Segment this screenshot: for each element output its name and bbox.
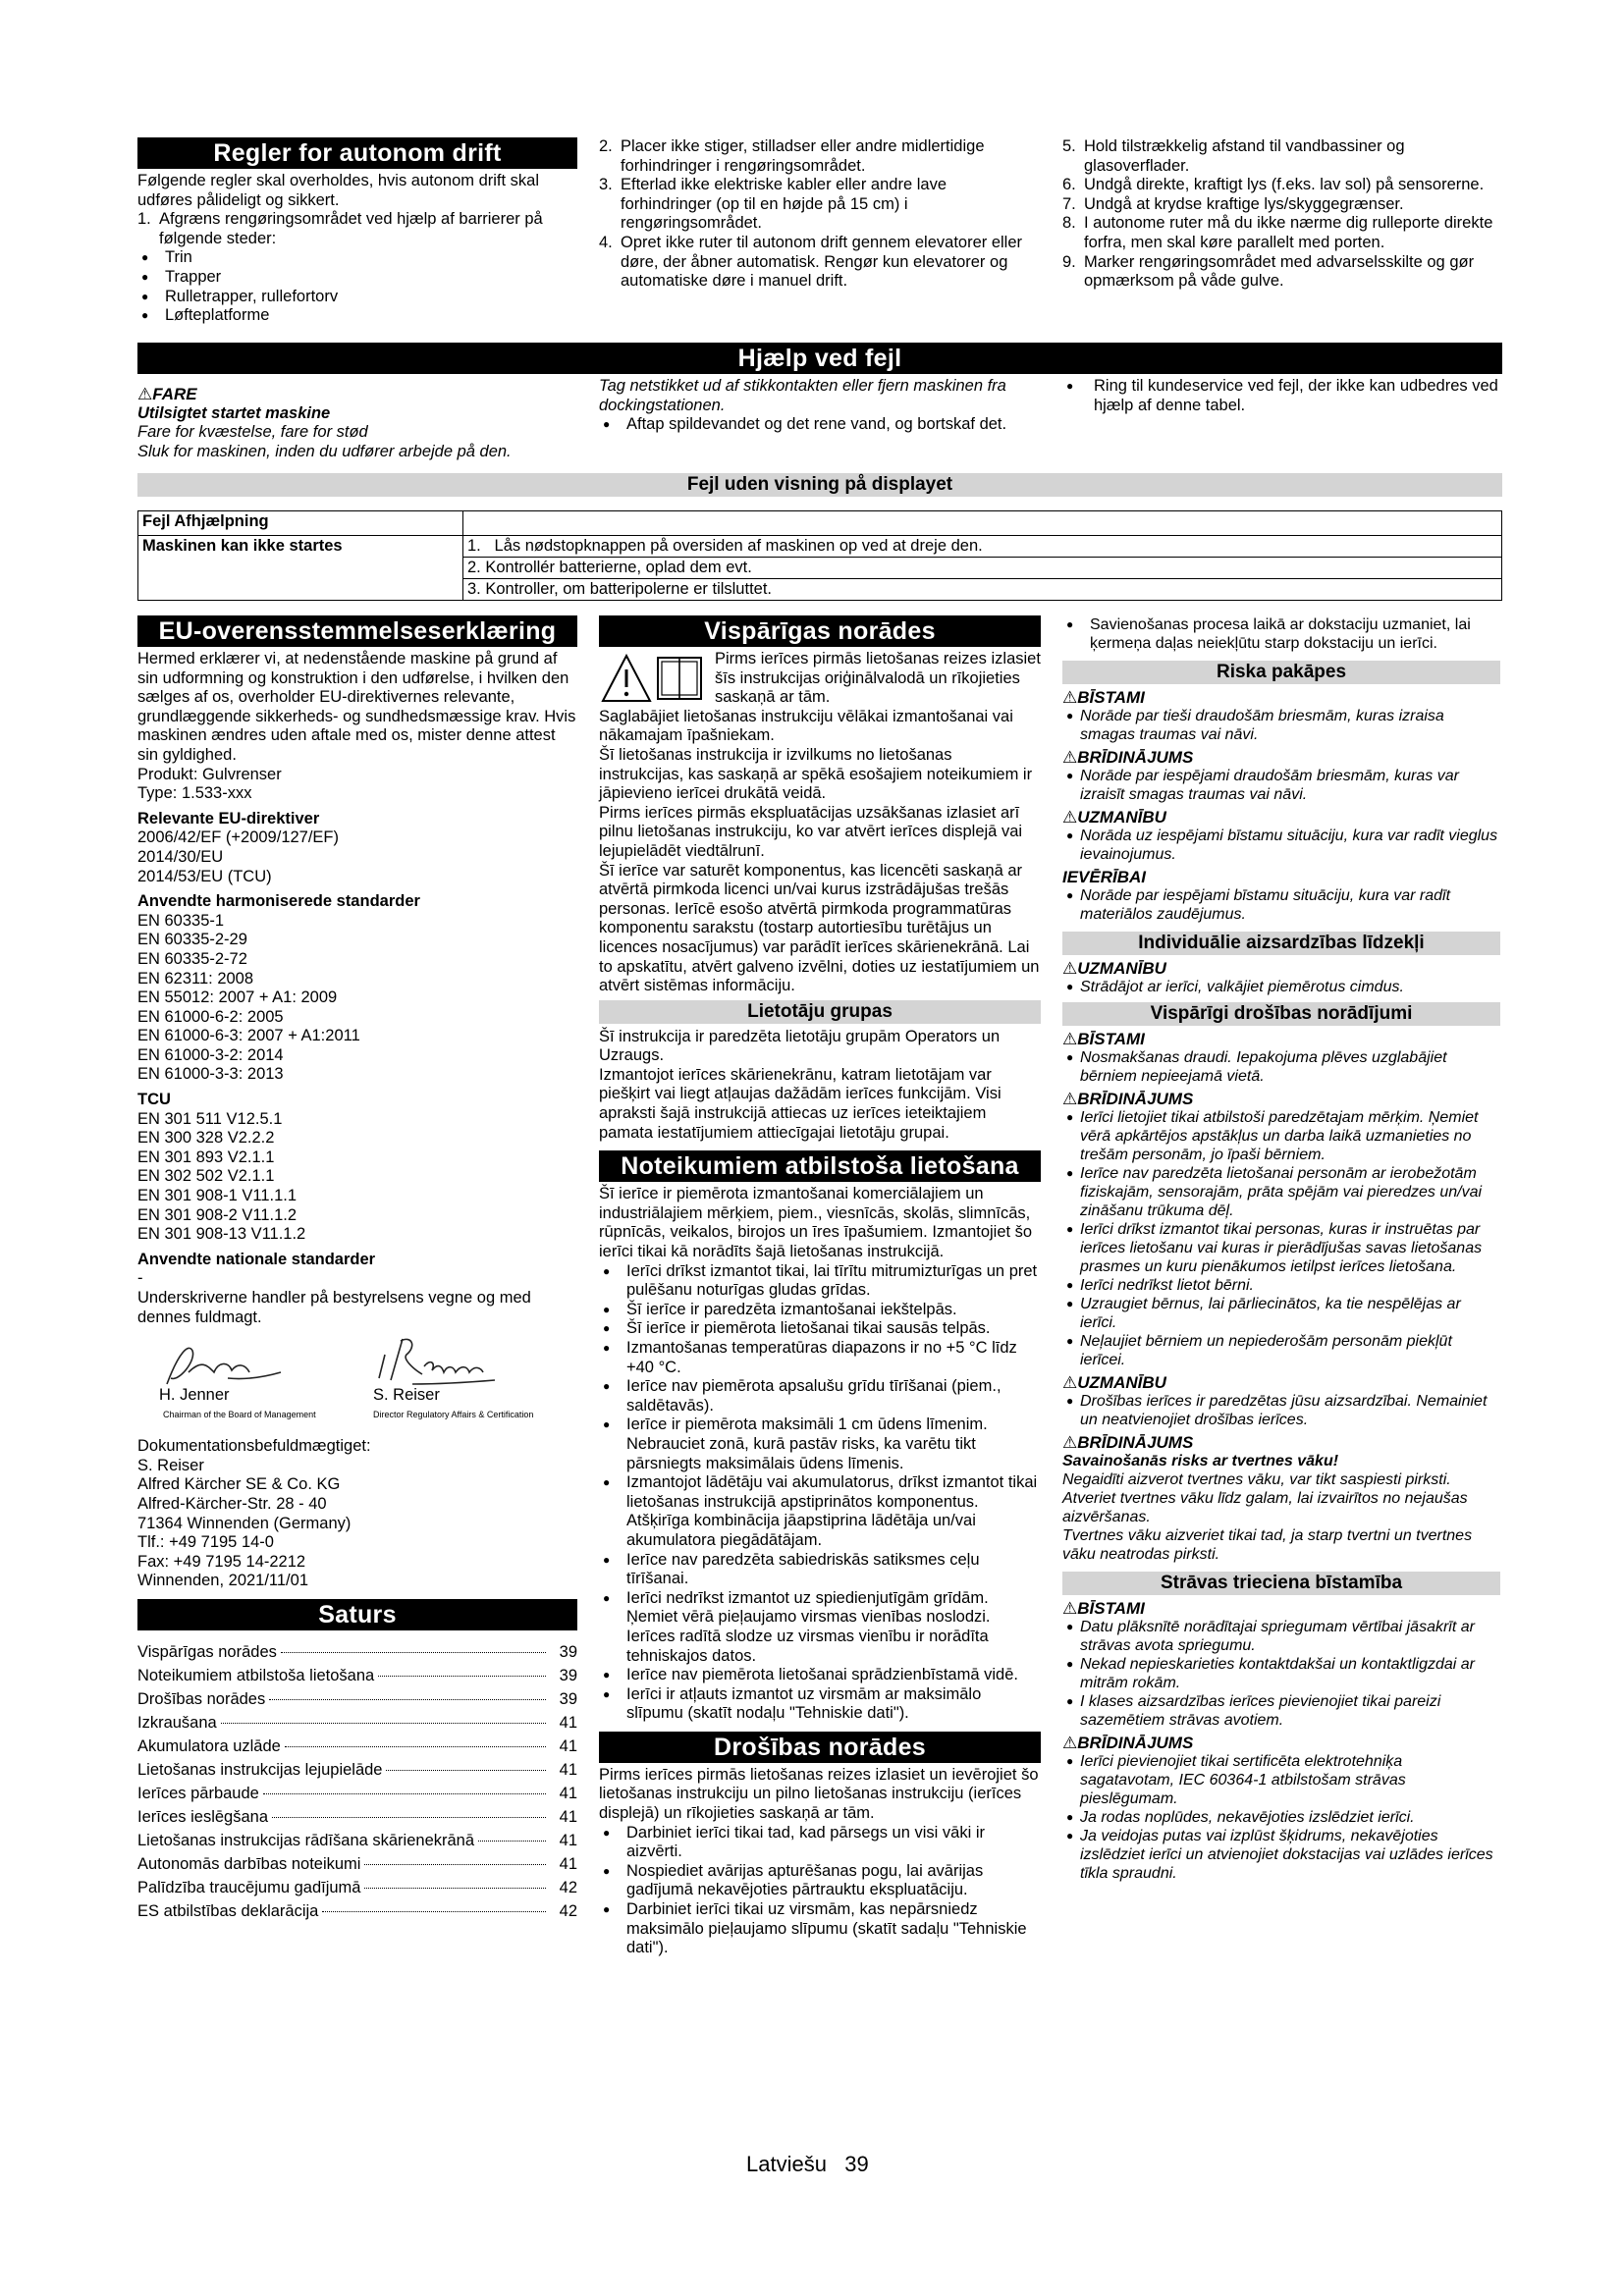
st-bistami-label: ⚠BĪSTAMI [1062,1599,1145,1618]
help-mid [599,377,1041,435]
list-item: ● Darbiniet ierīci tikai uz virsmām, kas nepārsniedz maksimālo pieļaujamo slīpumu (skatīt sadaļu "Tehniskie dati"). [599,1900,1041,1958]
list-item: ● Rulletrapper, rullefortorv [137,288,577,307]
warning-triangle-icon: ⚠ [1062,959,1078,978]
standard-item: EN 61000-3-3: 2013 [137,1065,284,1084]
list-item: ● Nospiediet avārijas apturēšanas pogu, lai avārijas gadījumā nekavējoties pārtrauktu ekspluatāciju. [599,1862,1041,1900]
warning-triangle-icon: ⚠ [1062,1030,1078,1048]
list-item: ● Izmantojot lādētāju vai akumulatorus, drīkst izmantot tikai lietošanas instrukcijā apstiprinātos komponentus. Atšķirīga kombinācija jāapstiprina lādētāja un/vai akumulatora piegādātājam. [599,1473,1041,1550]
bridinajums-label: ⚠BRĪDINĀJUMS [1062,748,1194,767]
fare-head: Utilsigtet startet maskine [137,403,331,422]
list-item: ● Ierīce nav paredzēta sabiedriskās satiksmes ceļu tīrīšanai. [599,1551,1041,1589]
warning-triangle-icon: ⚠ [1062,688,1078,707]
read-manual-icon [599,650,709,705]
list-item: ● Šī ierīce ir piemērota lietošanai tikai sausās telpās. [599,1319,1041,1339]
list-item: ● Šī ierīce ir paredzēta izmantošanai iekštelpās. [599,1301,1041,1320]
toc-item[interactable]: Autonomās darbības noteikumi 41 [137,1854,577,1873]
list-item: ● Trapper [137,268,577,288]
riska-title: Riska pakāpes [1062,661,1500,684]
list-item: ● Nosmakšanas draudi. Iepakojuma plēves uzglabājiet bērniem nepieejamā vietā. [1062,1048,1500,1086]
vd-brid2-p1: Negaidīti aizverot tvertnes vāku, var tikt saspiesti pirksti. Atveriet tvertnes vāku līdz galam, lai izvairītos no nejaušas aizvēršanas. [1062,1471,1468,1525]
national-dash: - [137,1269,143,1288]
list-item: ● Ierīci nedrīkst izmantot uz spiedienjutīgām grīdām. Ņemiet vērā pieļaujamo virsmas vienības noslodzi. Ierīces radītā slodze uz virsmas vienību ir norādīta tehniskajos datos. [599,1589,1041,1666]
page-number: 39 [844,2152,869,2176]
standard-item: EN 55012: 2007 + A1: 2009 [137,988,338,1007]
directives-title: Relevante EU-direktiver [137,809,320,828]
warning-triangle-icon: ⚠ [1062,1734,1078,1752]
list-item: ● Aftap spildevandet og det rene vand, og bortskaf det. [599,415,1041,435]
toc-item[interactable]: Drošības norādes 39 [137,1689,577,1708]
list-item: 9. Marker rengøringsområdet med advarselsskilte og gør opmærksom på våde gulve. [1062,252,1475,291]
toc-item[interactable]: ES atbilstības deklarācija 42 [137,1901,577,1920]
table-header-blank [463,511,1502,536]
eu-title: EU-overensstemmelseserklæring [137,615,577,647]
eu-text: Hermed erklærer vi, at nedenstående maskine på grund af sin udformning og konstruktion i den udførelse, i hvilken den sælges af os, overholder EU-direktivernes relevante, grundlæggende sikkerheds- og sundhedsmæssige krav. Hvis maskinen ændres uden aftale med os, mister denne attest sin gyldighed. [137,650,576,764]
autonom-intro: Følgende regler skal overholdes, hvis autonom drift skal udføres pålideligt og sikkert. [137,172,540,209]
st-brid-label: ⚠BRĪDINĀJUMS [1062,1734,1194,1752]
table-row [138,536,1502,601]
vd-brid2-p2: Tvertnes vāku aizveriet tikai tad, ja starp tvertni un tvertnes vāku neatrodas pirksti. [1062,1527,1473,1563]
signature-jenner-icon [159,1333,287,1392]
help-fare [137,381,577,461]
directive-item: 2014/53/EU (TCU) [137,867,272,885]
vd-bistami-label: ⚠BĪSTAMI [1062,1030,1145,1048]
warning-triangle-icon: ⚠ [1062,808,1078,827]
vd-uzm-label: ⚠UZMANĪBU [1062,1373,1166,1392]
fare-label: ⚠FARE [137,385,197,403]
tcu-title: TCU [137,1091,171,1109]
doc-line: Winnenden, 2021/11/01 [137,1572,308,1590]
noteik-intro: Šī ierīce ir piemērota izmantošanai komerciālajiem un industriālajiem mērķiem, piem., viesnīcās, skolās, slimnīcās, rūpnīcās, veikalos, birojos un īres īpašumiem. Izmantojiet šo ierīci tikai kā norādīts šajā lietošanas instrukcijā. [599,1185,1033,1261]
standard-item: EN 60335-2-29 [137,931,247,949]
list-item: 8. I autonome ruter må du ikke nærme dig rulleporte direkte forfra, men skal køre parallelt med porten. [1062,214,1493,251]
visp-p4: Pirms ierīces pirmās ekspluatācijas uzsākšanas izlasiet arī pilnu lietošanas instrukciju, ko var atvērt ierīces displejā vai lejupielādēt viedtālrunī. [599,803,1023,860]
doc-line: 71364 Winnenden (Germany) [137,1514,352,1532]
visp-p5: Šī ierīce var saturēt komponentus, kas licencēti saskaņā ar atvērtā pirmkoda licenci un/vai kurus izstrādājušas trešās personas. Ierīcē esošo atvērtā pirmkoda programmatūras komponentu sarakstu (tostarp autortiesību turētājus un licences nosacījumus) var parādīt ierīces skārienekrānā. Lai to apskatītu, atvērt galveno izvēlni, doties uz iestatījumiem un atvērt sistēmas informāciju. [599,861,1040,995]
page-footer [746,2152,869,2177]
standard-item: EN 62311: 2008 [137,969,254,988]
tcu-item: EN 301 908-13 V11.1.2 [137,1225,306,1244]
help-right [1062,377,1500,415]
vd-brid-label: ⚠BRĪDINĀJUMS [1062,1090,1194,1108]
visp-p2: Saglabājiet lietošanas instrukciju vēlākai izmantošanai vai nākamajam īpašniekam. [599,707,1013,745]
toc-item[interactable]: Izkraušana 41 [137,1713,577,1732]
indiv-title: Individuālie aizsardzības līdzekļi [1062,932,1500,955]
visp-p3: Šī lietošanas instrukcija ir izvilkums no lietošanas instrukcijas, kas saskaņā ar spēkā esošajiem noteikumiem ir jāpievieno ierīcei drukātā veidā. [599,745,1033,803]
sig1-role: Chairman of the Board of Management [163,1410,316,1420]
standard-item: EN 60335-1 [137,911,225,930]
autonom-col-left [137,137,577,326]
list-item: ● Ierīci drīkst izmantot tikai, lai tīrītu mitrumizturīgas un pret pulēšanu noturīgas gludas grīdas. [599,1262,1041,1301]
eu-section [137,615,577,1923]
indiv-uzm-label: ⚠UZMANĪBU [1062,959,1166,978]
list-item: ● Nekad nepieskarieties kontaktdakšai un kontaktligzdai ar mitrām rokām. [1062,1655,1500,1692]
warning-triangle-icon: ⚠ [137,385,153,403]
sig2-name: S. Reiser [373,1386,440,1405]
autonom-item-1: 1. Afgræns rengøringsområdet ved hjælp af barrierer på følgende steder: [137,210,543,247]
tcu-item: EN 301 908-1 V11.1.1 [137,1187,298,1205]
warning-triangle-icon: ⚠ [1062,1373,1078,1392]
tcu-item: EN 300 328 V2.2.2 [137,1129,275,1148]
list-item: ● Ierīci lietojiet tikai atbilstoši paredzētajam mērķim. Ņemiet vērā apkārtējos apstākļus un darba laikā uzmanieties no trešām personām, jo īpaši bērniem. [1062,1108,1500,1164]
list-item: ● Norāde par iespējami draudošām briesmām, kuras var izraisīt smagas traumas vai nāvi. [1062,767,1500,804]
list-item: 6. Undgå direkte, kraftigt lys (f.eks. lav sol) på sensorerne. [1062,176,1485,194]
list-item: ● Ierīci drīkst izmantot tikai personas, kuras ir instruētas par ierīces lietošanu vai kuras ir pierādījušas savas lietošanas prasmes un kuru pienākumos ietilpst ierīces lietošana. [1062,1220,1500,1276]
list-item: ● Ierīce nav paredzēta lietošanai personām ar ierobežotām fiziskajām, sensorajām, prāta spējām vai pieredzes un/vai zināšanu trūkuma dēļ. [1062,1164,1500,1220]
list-item: ● Norāde par tieši draudošām briesmām, kuras izraisa smagas traumas vai nāvi. [1062,707,1500,744]
list-item: 2. Placer ikke stiger, stilladser eller andre midlertidige forhindringer i rengøringsområdet. [599,137,985,175]
help-title: Hjælp ved fejl [137,343,1502,374]
table-cell-fault: Maskinen kan ikke startes [138,536,463,601]
users-p1: Šī instrukcija ir paredzēta lietotāju grupām Operators un Uzraugs. [599,1027,1001,1065]
list-item: ● Ierīce ir piemērota maksimāli 1 cm ūdens līmenim. Nebrauciet zonā, kurā pastāv risks, ka varētu tikt pārsniegts maksimālais ūdens līmenis. [599,1415,1041,1473]
list-item: ● Ierīci pievienojiet tikai sertificēta elektrotehniķa sagatavotam, IEC 60364-1 atbilstošam strāvas pieslēgumam. [1062,1752,1500,1808]
warning-triangle-icon: ⚠ [1062,748,1078,767]
toc-item[interactable]: Vispārīgas norādes 39 [137,1642,577,1661]
fix-3: 3. Kontroller, om batteripolerne er tilsluttet. [467,580,773,598]
list-item: ● Ja rodas noplūdes, nekavējoties izslēdziet ierīci. [1062,1808,1500,1827]
fix-2: 2. Kontrollér batterierne, oplad dem evt. [463,558,1501,579]
list-item: ● Datu plāksnītē norādītajai spriegumam vērtībai jāsakrīt ar strāvas avota spriegumu. [1062,1618,1500,1655]
doc-line: Alfred Kärcher SE & Co. KG [137,1475,341,1494]
list-item: 4. Opret ikke ruter til autonom drift gennem elevatorer eller døre, der åbner automatisk. Rengør kun elevatorer og automatiske døre i manuel drift. [599,233,1023,291]
standard-item: EN 61000-6-3: 2007 + A1:2011 [137,1027,360,1045]
list-item: ● Løfteplatforme [137,306,577,326]
visp-intro-row [599,650,1041,708]
vd-brid2-label: ⚠BRĪDINĀJUMS [1062,1433,1194,1452]
standard-item: EN 60335-2-72 [137,949,247,968]
list-item: ● Strādājot ar ierīci, valkājiet piemērotus cimdus. [1062,978,1500,996]
vd-brid2-head: Savainošanās risks ar tvertnes vāku! [1062,1453,1339,1469]
saturs-title: Saturs [137,1599,577,1630]
tcu-item: EN 301 511 V12.5.1 [137,1109,283,1128]
list-item: ● Norāde par iespējami bīstamu situāciju, kura var radīt materiālos zaudējumus. [1062,886,1500,924]
doc-line: Dokumentationsbefuldmægtiget: [137,1437,371,1456]
standard-item: EN 61000-6-2: 2005 [137,1007,284,1026]
list-item: ● Ja veidojas putas vai izplūst šķidrums, nekavējoties izslēdziet ierīci un atvienojiet dokstacijas vai uzlādes ierīces tīkla spraudni. [1062,1827,1500,1883]
visp-title: Vispārīgas norādes [599,615,1041,647]
toc-item[interactable]: Noteikumiem atbilstoša lietošana 39 [137,1666,577,1684]
autonom-title: Regler for autonom drift [137,137,577,169]
list-item: ● Ierīce nav piemērota apsalušu grīdu tīrīšanai (piem., saldētavās). [599,1377,1041,1415]
list-item: ● Ierīce nav piemērota lietošanai sprādzienbīstamā vidē. [599,1666,1041,1685]
toc-item[interactable]: Ierīces ieslēgšana 41 [137,1807,577,1826]
toc-item[interactable]: Ierīces pārbaude 41 [137,1784,577,1802]
toc-item[interactable]: Palīdzība traucējumu gadījumā 42 [137,1878,577,1896]
error-table [137,510,1502,601]
autonom-col-right [1062,137,1500,292]
doc-line: Tlf.: +49 7195 14-0 [137,1533,274,1552]
fare-line-2: Sluk for maskinen, inden du udfører arbejde på den. [137,442,512,460]
list-item: ● Darbiniet ierīci tikai tad, kad pārsegs un visi vāki ir aizvērti. [599,1824,1041,1862]
table-cell-fixes [463,536,1502,601]
doc-line: Alfred-Kärcher-Str. 28 - 40 [137,1494,327,1513]
signed-text: Underskriverne handler på bestyrelsens vegne og med dennes fuldmagt. [137,1289,531,1326]
fix-1: 1. Lås nødstopknappen på oversiden af maskinen op ved at dreje den. [463,536,1501,558]
bistami-label: ⚠BĪSTAMI [1062,688,1145,707]
toc [137,1640,577,1923]
list-item: ● Savienošanas procesa laikā ar dokstaciju uzmaniet, lai ķermeņa daļas neiekļūtu starp dokstaciju un ierīci. [1062,615,1500,653]
harmonised-title: Anvendte harmoniserede standarder [137,892,420,911]
list-item: ● Ierīci ir atļauts izmantot uz virsmām ar maksimālo slīpumu (skatīt nodaļu "Tehniskie dati"). [599,1685,1041,1724]
sig2-role: Director Regulatory Affairs & Certification [373,1410,534,1420]
sig1-name: H. Jenner [159,1386,230,1405]
fare-line-1: Fare for kvæstelse, fare for stød [137,423,368,442]
uzmanibu-label: ⚠UZMANĪBU [1062,808,1166,827]
signature-reiser-icon [373,1329,501,1388]
national-title: Anvendte nationale standarder [137,1250,376,1268]
dros-title: Drošības norādes [599,1732,1041,1763]
standard-item: EN 61000-3-2: 2014 [137,1045,284,1064]
list-item: ● Ring til kundeservice ved fejl, der ikke kan udbedres ved hjælp af denne tabel. [1062,377,1500,415]
autonom-places [137,248,577,325]
table-header: Fejl Afhjælpning [138,511,463,536]
list-item: 3. Efterlad ikke elektriske kabler eller andre lave forhindringer (op til en højde på 15 cm) i rengøringsområdet. [599,176,947,233]
product: Produkt: Gulvrenser [137,765,282,783]
tcu-item: EN 301 893 V2.1.1 [137,1148,275,1166]
visp-intro: Pirms ierīces pirmās lietošanas reizes izlasiet šīs instrukcijas oriģinālvalodā un rīkojieties saskaņā ar tām. [715,650,1041,707]
toc-item[interactable]: Lietošanas instrukcijas rādīšana skārienekrānā 41 [137,1831,577,1849]
toc-item[interactable]: Akumulatora uzlāde 41 [137,1736,577,1755]
list-item: ● Uzraugiet bērnus, lai pārliecinātos, ka tie nespēlējas ar ierīci. [1062,1295,1500,1332]
ieveribai-label: IEVĒRĪBAI [1062,868,1147,886]
list-item: ● Neļaujiet bērniem un nepiederošām personām piekļūt ierīcei. [1062,1332,1500,1369]
list-item: ● Ierīci nedrīkst lietot bērni. [1062,1276,1500,1295]
autonom-col-mid [599,137,1041,292]
footer-language: Latviešu [746,2152,827,2176]
warning-triangle-icon: ⚠ [1062,1599,1078,1618]
help-mid-note: Tag netstikket ud af stikkontakten eller fjern maskinen fra dockingstationen. [599,377,1006,414]
no-display-title: Fejl uden visning på displayet [137,473,1502,497]
directive-item: 2014/30/EU [137,847,224,866]
list-item: ● Drošības ierīces ir paredzētas jūsu aizsardzībai. Nemainiet un neatvienojiet drošības ierīces. [1062,1392,1500,1429]
type: Type: 1.533-xxx [137,784,252,803]
list-item: ● I klases aizsardzības ierīces pievienojiet tikai pareizi sazemētiem strāvas avotiem. [1062,1692,1500,1730]
table-row [138,511,1502,536]
users-p2: Izmantojot ierīces skārienekrānu, katram lietotājam var piešķirt vai liegt atļaujas dažādām ierīces funkcijām. Visi apraksti šajā instrukcijā attiecas uz ierīces ieteiktajiem pamata iestatījumiem attiecīgajai lietotāju grupai. [599,1065,1001,1142]
list-item: ● Izmantošanas temperatūras diapazons ir no +5 °C līdz +40 °C. [599,1339,1041,1377]
doc-line: Fax: +49 7195 14-2212 [137,1552,306,1571]
warning-triangle-icon: ⚠ [1062,1090,1078,1108]
mid-section [599,615,1041,1958]
list-item: ● Norāda uz iespējami bīstamu situāciju, kura var radīt vieglus ievainojumus. [1062,827,1500,864]
list-item: ● Trin [137,248,577,268]
list-item: 5. Hold tilstrækkelig afstand til vandbassiner og glasoverflader. [1062,137,1405,175]
stravas-title: Strāvas trieciena bīstamība [1062,1572,1500,1595]
tcu-item: EN 301 908-2 V11.1.2 [137,1205,298,1224]
right-section [1062,615,1500,1883]
toc-item[interactable]: Lietošanas instrukcijas lejupielāde 41 [137,1760,577,1779]
vispdros-title: Vispārīgi drošības norādījumi [1062,1002,1500,1026]
list-item: 7. Undgå at krydse kraftige lys/skyggegrænser. [1062,194,1404,213]
warning-triangle-icon: ⚠ [1062,1433,1078,1452]
dros-intro: Pirms ierīces pirmās lietošanas reizes izlasiet un ievērojiet šo lietošanas instrukciju un pilno lietošanas instrukciju (ierīces displejā) un rīkojieties saskaņā ar tām. [599,1765,1039,1823]
doc-line: S. Reiser [137,1456,204,1474]
users-title: Lietotāju grupas [599,1000,1041,1024]
noteik-title: Noteikumiem atbilstoša lietošana [599,1150,1041,1182]
signatures [137,1327,577,1437]
tcu-item: EN 302 502 V2.1.1 [137,1167,275,1186]
directive-item: 2006/42/EF (+2009/127/EF) [137,828,340,847]
